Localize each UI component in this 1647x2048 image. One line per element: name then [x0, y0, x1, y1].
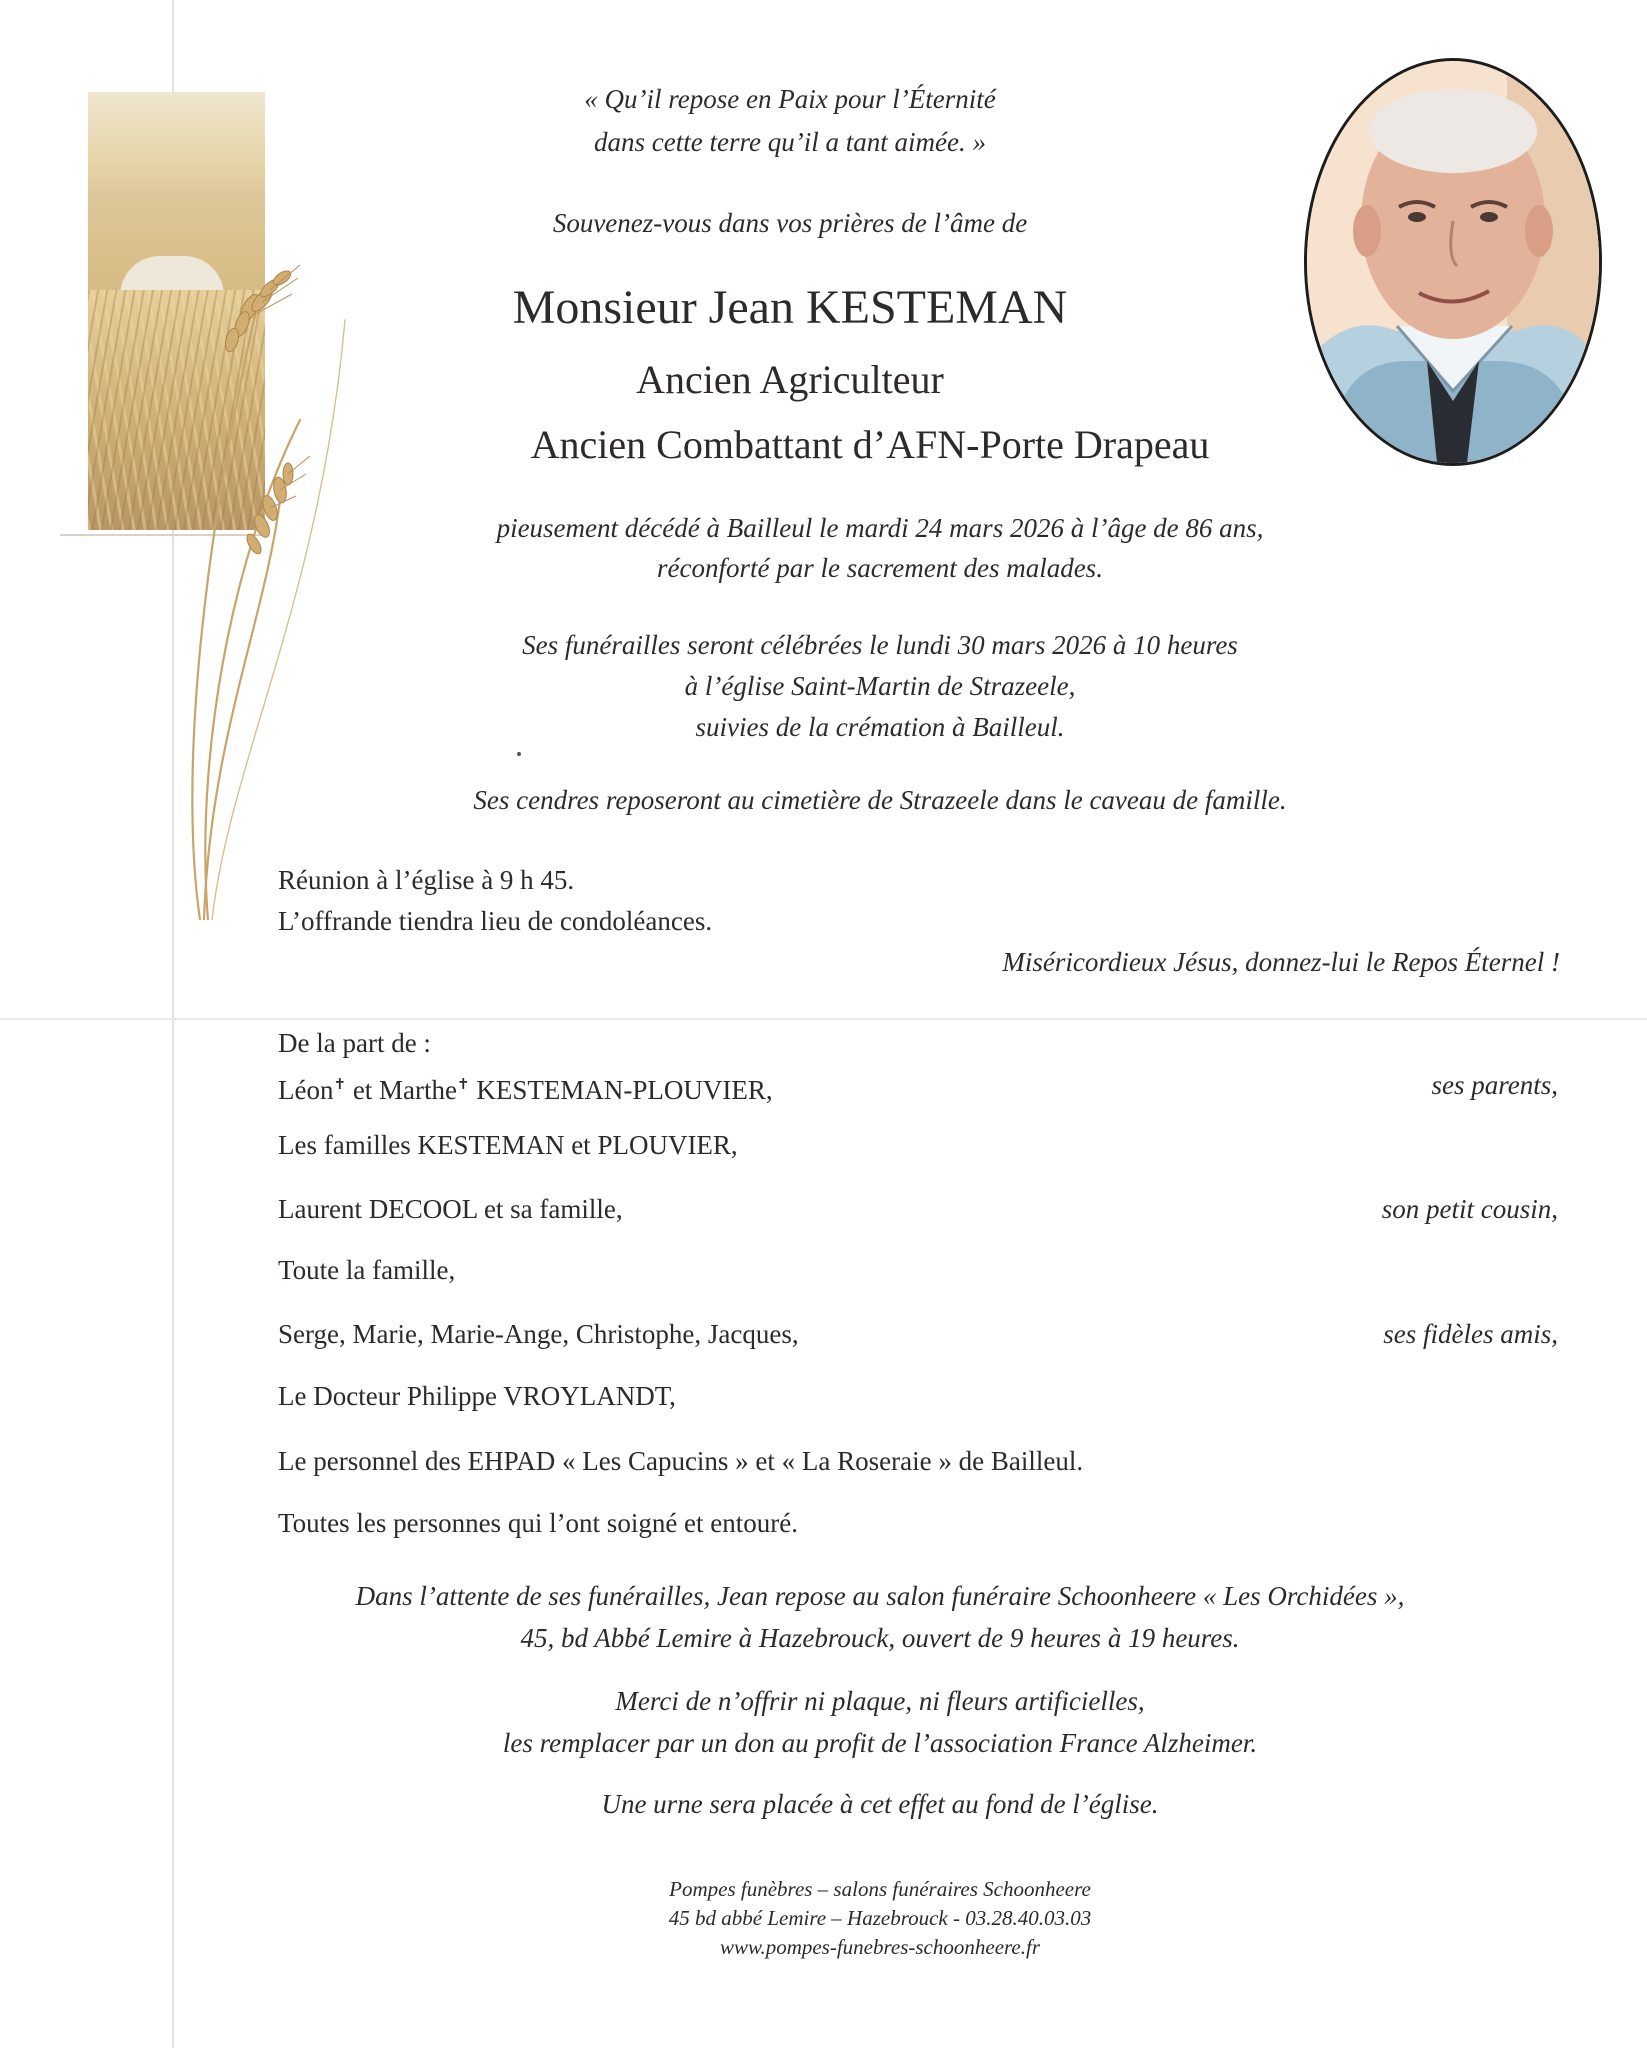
- intro-line: Souvenez-vous dans vos prières de l’âme de: [552, 208, 1028, 238]
- quote-line-1: « Qu’il repose en Paix pour l’Éternité: [584, 84, 996, 114]
- cross-icon: ✝: [457, 1077, 470, 1093]
- family-row-cousin: [278, 1189, 1558, 1229]
- family-row-parents: [278, 1065, 1558, 1105]
- title-agriculteur: Ancien Agriculteur: [636, 357, 944, 402]
- portrait-photo: [1304, 58, 1602, 466]
- cross-icon: ✝: [333, 1077, 347, 1093]
- urn-notice: Une urne sera placée à cet effet au fond de l’église.: [601, 1789, 1159, 1819]
- family-name: Le personnel des EHPAD « Les Capucins » et « La Roseraie » de Bailleul.: [278, 1446, 1084, 1476]
- family-relation: son petit cousin,: [1381, 1194, 1558, 1224]
- footer-website: www.pompes-funebres-schoonheere.fr: [719, 1935, 1040, 1959]
- family-row-doctor: [278, 1376, 1558, 1416]
- family-row-ehpad: [278, 1441, 1558, 1481]
- family-name: Le Docteur Philippe VROYLANDT,: [278, 1381, 676, 1411]
- family-row-all: [278, 1250, 1558, 1290]
- family-name: Toutes les personnes qui l’ont soigné et entouré.: [278, 1508, 799, 1538]
- mother-name: et Marthe: [346, 1075, 458, 1105]
- meeting-info: [278, 860, 712, 942]
- footer-line-2: 45 bd abbé Lemire – Hazebrouck - 03.28.40.03.03: [668, 1906, 1092, 1930]
- funeral-line-2: à l’église Saint-Martin de Strazeele,: [684, 671, 1076, 701]
- father-name: Léon: [278, 1075, 334, 1105]
- portrait-illustration: [1307, 61, 1599, 463]
- footer-line-1: Pompes funèbres – salons funéraires Schoonheere: [669, 1877, 1091, 1901]
- death-line-2: réconforté par le sacrement des malades.: [657, 553, 1103, 583]
- family-relation: ses fidèles amis,: [1383, 1319, 1558, 1349]
- on-behalf-of-label: De la part de :: [278, 1028, 431, 1058]
- funeral-line-3: suivies de la crémation à Bailleul.: [695, 712, 1065, 742]
- meeting-line-1: Réunion à l’église à 9 h 45.: [278, 865, 575, 895]
- closing-prayer: Miséricordieux Jésus, donnez-lui le Repos Éternel !: [1002, 947, 1560, 977]
- visitation-line-1: Dans l’attente de ses funérailles, Jean repose au salon funéraire Schoonheere « Les Orchidées »,: [355, 1581, 1405, 1611]
- family-name: Toute la famille,: [278, 1255, 456, 1285]
- family-row-families: [278, 1125, 1558, 1165]
- meeting-line-2: L’offrande tiendra lieu de condoléances.: [278, 906, 713, 936]
- visitation-line-2: 45, bd Abbé Lemire à Hazebrouck, ouvert de 9 heures à 19 heures.: [520, 1623, 1240, 1653]
- death-line-1: pieusement décédé à Bailleul le mardi 24 mars 2026 à l’âge de 86 ans,: [496, 513, 1264, 543]
- ashes-notice: Ses cendres reposeront au cimetière de Strazeele dans le caveau de famille.: [473, 785, 1287, 815]
- funeral-line-1: Ses funérailles seront célébrées le lundi 30 mars 2026 à 10 heures: [522, 630, 1238, 660]
- donation-line-1: Merci de n’offrir ni plaque, ni fleurs artificielles,: [615, 1686, 1145, 1716]
- quote-line-2: dans cette terre qu’il a tant aimée. »: [594, 127, 986, 157]
- family-relation: ses parents,: [1431, 1070, 1558, 1100]
- family-name: [278, 1065, 773, 1110]
- funeral-home-footer: [560, 1875, 1200, 1962]
- epitaph-quote: [520, 78, 1060, 164]
- title-combattant: Ancien Combattant d’AFN-Porte Drapeau: [530, 422, 1210, 467]
- family-name: Laurent DECOOL et sa famille,: [278, 1194, 623, 1224]
- wheat-illustration: [170, 260, 380, 920]
- donation-notice: [360, 1680, 1400, 1764]
- ink-dot: [517, 752, 521, 756]
- funeral-notice: [420, 625, 1340, 748]
- family-row-friends: [278, 1314, 1558, 1354]
- parents-surname: KESTEMAN-PLOUVIER,: [469, 1075, 773, 1105]
- family-name: Serge, Marie, Marie-Ange, Christophe, Jacques,: [278, 1319, 799, 1349]
- visitation-notice: [260, 1575, 1500, 1659]
- deceased-name: Monsieur Jean KESTEMAN: [512, 281, 1068, 334]
- death-notice: [420, 508, 1340, 588]
- donation-line-2: les remplacer par un don au profit de l’association France Alzheimer.: [502, 1728, 1258, 1758]
- family-row-caregivers: [278, 1503, 1558, 1543]
- horizontal-fold-line: [0, 1018, 1647, 1020]
- family-name: Les familles KESTEMAN et PLOUVIER,: [278, 1130, 738, 1160]
